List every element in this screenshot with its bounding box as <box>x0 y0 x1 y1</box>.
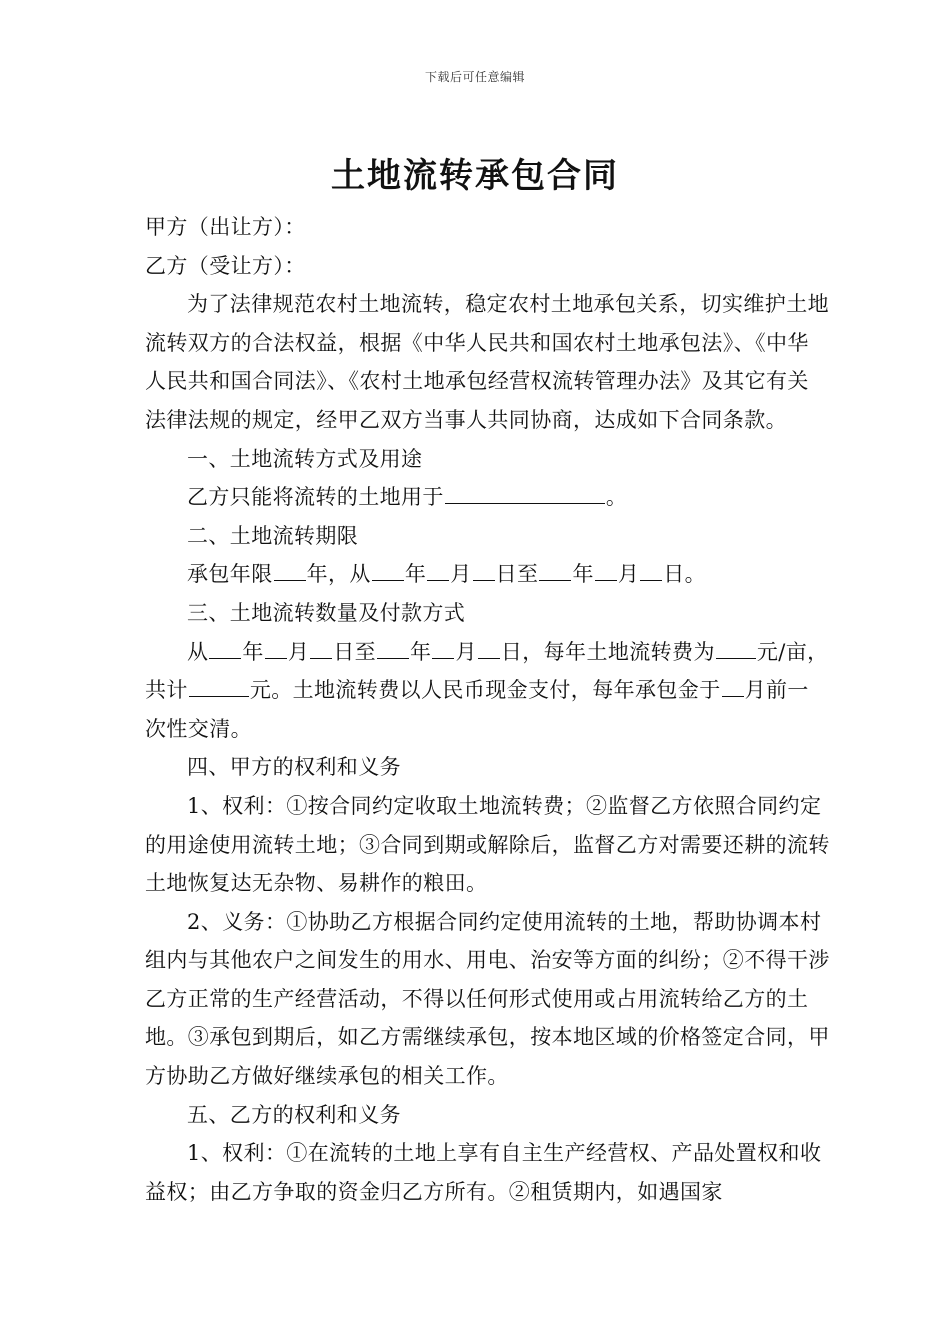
text-segment: 承包年限 <box>187 562 273 587</box>
text-segment: 月前一次性交清。 <box>145 678 809 741</box>
party-a-line: 甲方（出让方）： <box>145 215 306 239</box>
section-5-heading: 五、乙方的权利和义务 <box>187 1102 401 1127</box>
text-segment: 元/亩，共计 <box>145 639 829 703</box>
end-year-blank[interactable] <box>377 636 409 659</box>
text-segment: 日至 <box>495 562 539 587</box>
end-month-blank[interactable] <box>432 636 454 659</box>
text-segment: 年 <box>572 562 594 587</box>
section-1-text-before: 乙方只能将流转的土地用于 <box>187 485 444 510</box>
document-body <box>145 208 830 1211</box>
text-segment: 年 <box>242 639 264 664</box>
document-title: 土地流转承包合同 <box>331 156 619 196</box>
text-segment: 年，从 <box>306 562 371 587</box>
total-amount-blank[interactable] <box>189 674 249 697</box>
text-segment: 元。土地流转费以人民币现金支付，每年承包金于 <box>249 678 721 703</box>
start-day-blank[interactable] <box>310 636 332 659</box>
section-2-heading: 二、土地流转期限 <box>187 523 359 548</box>
start-day-blank[interactable] <box>473 558 495 581</box>
section-1-text-after: 。 <box>605 485 628 510</box>
section-1-text <box>145 478 830 517</box>
usage-blank[interactable] <box>445 481 605 504</box>
section-4-duties: 2、义务：①协助乙方根据合同约定使用流转的土地，帮助协调本村组内与其他农户之间发生的用水、用电、治安等方面的纠纷；②不得干涉乙方正常的生产经营活动，不得以任何形式使用或占用流转给乙方的土地。③承包到期后，如乙方需继续承包，按本地区域的价格签定合同，甲方协助乙方做好继续承包的相关工作。 <box>145 909 830 1089</box>
text-segment: 月 <box>450 562 472 587</box>
party-b-line: 乙方（受让方）： <box>145 253 306 278</box>
end-day-blank[interactable] <box>478 636 500 659</box>
text-segment: 年 <box>410 639 432 664</box>
start-year-blank[interactable] <box>209 636 241 659</box>
section-2-text <box>145 555 830 594</box>
header-note: 下载后可任意编辑 <box>424 70 525 84</box>
years-blank[interactable] <box>274 558 306 581</box>
text-segment: 月 <box>617 562 640 587</box>
text-segment: 日至 <box>333 639 377 664</box>
end-day-blank[interactable] <box>640 558 662 581</box>
section-4-heading: 四、甲方的权利和义务 <box>187 755 401 780</box>
text-segment: 年 <box>404 562 427 587</box>
preamble-paragraph: 为了法律规范农村土地流转，稳定农村土地承包关系，切实维护土地流转双方的合法权益，根据《中华人民共和国农村土地承包法》、《中华人民共和国合同法》、《农村土地承包经营权流转管理办法》及其它有关法律法规的规定，经甲乙双方当事人共同协商，达成如下合同条款。 <box>145 292 829 432</box>
text-segment: 月 <box>287 639 310 664</box>
section-3-heading: 三、土地流转数量及付款方式 <box>187 600 466 625</box>
start-month-blank[interactable] <box>265 636 287 659</box>
end-year-blank[interactable] <box>539 558 571 581</box>
text-segment: 从 <box>187 639 209 664</box>
payment-month-blank[interactable] <box>722 674 744 697</box>
section-1-heading: 一、土地流转方式及用途 <box>187 446 423 471</box>
text-segment: 月 <box>455 639 477 664</box>
section-5-rights: 1、权利：①在流转的土地上享有自主生产经营权、产品处置权和收益权；由乙方争取的资金归乙方所有。②租赁期内，如遇国家 <box>145 1141 822 1204</box>
start-month-blank[interactable] <box>427 558 449 581</box>
section-3-text <box>145 633 830 749</box>
start-year-blank[interactable] <box>372 558 404 581</box>
fee-per-mu-blank[interactable] <box>716 636 756 659</box>
section-4-rights: 1、权利：①按合同约定收取土地流转费；②监督乙方依照合同约定的用途使用流转土地；③合同到期或解除后，监督乙方对需要还耕的流转土地恢复达无杂物、易耕作的粮田。 <box>145 793 830 896</box>
text-segment: 日，每年土地流转费为 <box>500 639 715 664</box>
text-segment: 日。 <box>663 562 707 587</box>
end-month-blank[interactable] <box>595 558 617 581</box>
